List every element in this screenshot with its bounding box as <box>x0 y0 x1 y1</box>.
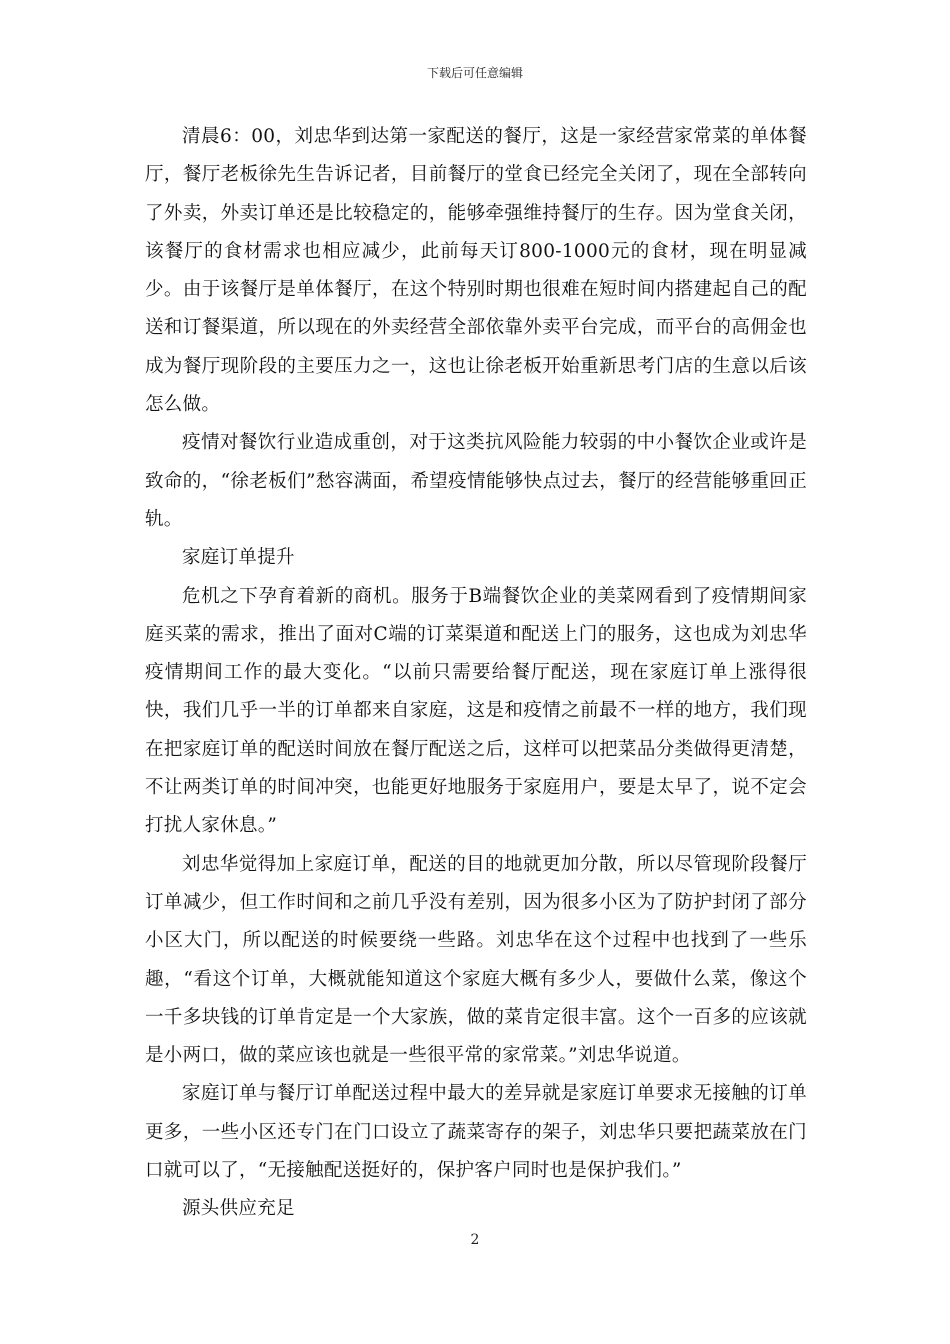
section-heading: 源头供应充足 <box>182 1198 295 1220</box>
paragraph: 清晨6：00，刘忠华到达第一家配送的餐厅，这是一家经营家常菜的单体餐厅，餐厅老板徐先生告诉记者，目前餐厅的堂食已经完全关闭了，现在全部转向了外卖，外卖订单还是比较稳定的，能够牵强维持餐厅的生存。因为堂食关闭，该餐厅的食材需求也相应减少，此前每天订800-1000元的食材，现在明显减少。由于该餐厅是单体餐厅，在这个特别时期也很难在短时间内搭建起自己的配送和订餐渠道，所以现在的外卖经营全部依靠外卖平台完成，而平台的高佣金也成为餐厅现阶段的主要压力之一，这也让徐老板开始重新思考门店的生意以后该怎么做。 <box>145 126 807 416</box>
paragraph: 家庭订单与餐厅订单配送过程中最大的差异就是家庭订单要求无接触的订单更多，一些小区还专门在门口设立了蔬菜寄存的架子，刘忠华只要把蔬菜放在门口就可以了，“无接触配送挺好的，保护客户同时也是保护我们。” <box>145 1083 807 1182</box>
page-header: 下载后可任意编辑 <box>426 66 523 80</box>
article-body <box>145 118 807 1229</box>
page-number: 2 <box>470 1232 480 1248</box>
paragraph: 疫情对餐饮行业造成重创，对于这类抗风险能力较弱的中小餐饮企业或许是致命的，“徐老板们”愁容满面，希望疫情能够快点过去，餐厅的经营能够重回正轨。 <box>145 432 807 530</box>
section-heading: 家庭订单提升 <box>182 547 295 569</box>
paragraph: 刘忠华觉得加上家庭订单，配送的目的地就更加分散，所以尽管现阶段餐厅订单减少，但工作时间和之前几乎没有差别，因为很多小区为了防护封闭了部分小区大门，所以配送的时候要绕一些路。刘忠华在这个过程中也找到了一些乐趣，“看这个订单，大概就能知道这个家庭大概有多少人，要做什么菜，像这个一千多块钱的订单肯定是一个大家族，做的菜肯定很丰富。这个一百多的应该就是小两口，做的菜应该也就是一些很平常的家常菜。”刘忠华说道。 <box>145 853 807 1067</box>
paragraph: 危机之下孕育着新的商机。服务于B端餐饮企业的美菜网看到了疫情期间家庭买菜的需求，推出了面对C端的订菜渠道和配送上门的服务，这也成为刘忠华疫情期间工作的最大变化。“以前只需要给餐厅配送，现在家庭订单上涨得很快，我们几乎一半的订单都来自家庭，这是和疫情之前最不一样的地方，我们现在把家庭订单的配送时间放在餐厅配送之后，这样可以把菜品分类做得更清楚，不让两类订单的时间冲突，也能更好地服务于家庭用户，要是太早了，说不定会打扰人家休息。” <box>145 585 807 837</box>
